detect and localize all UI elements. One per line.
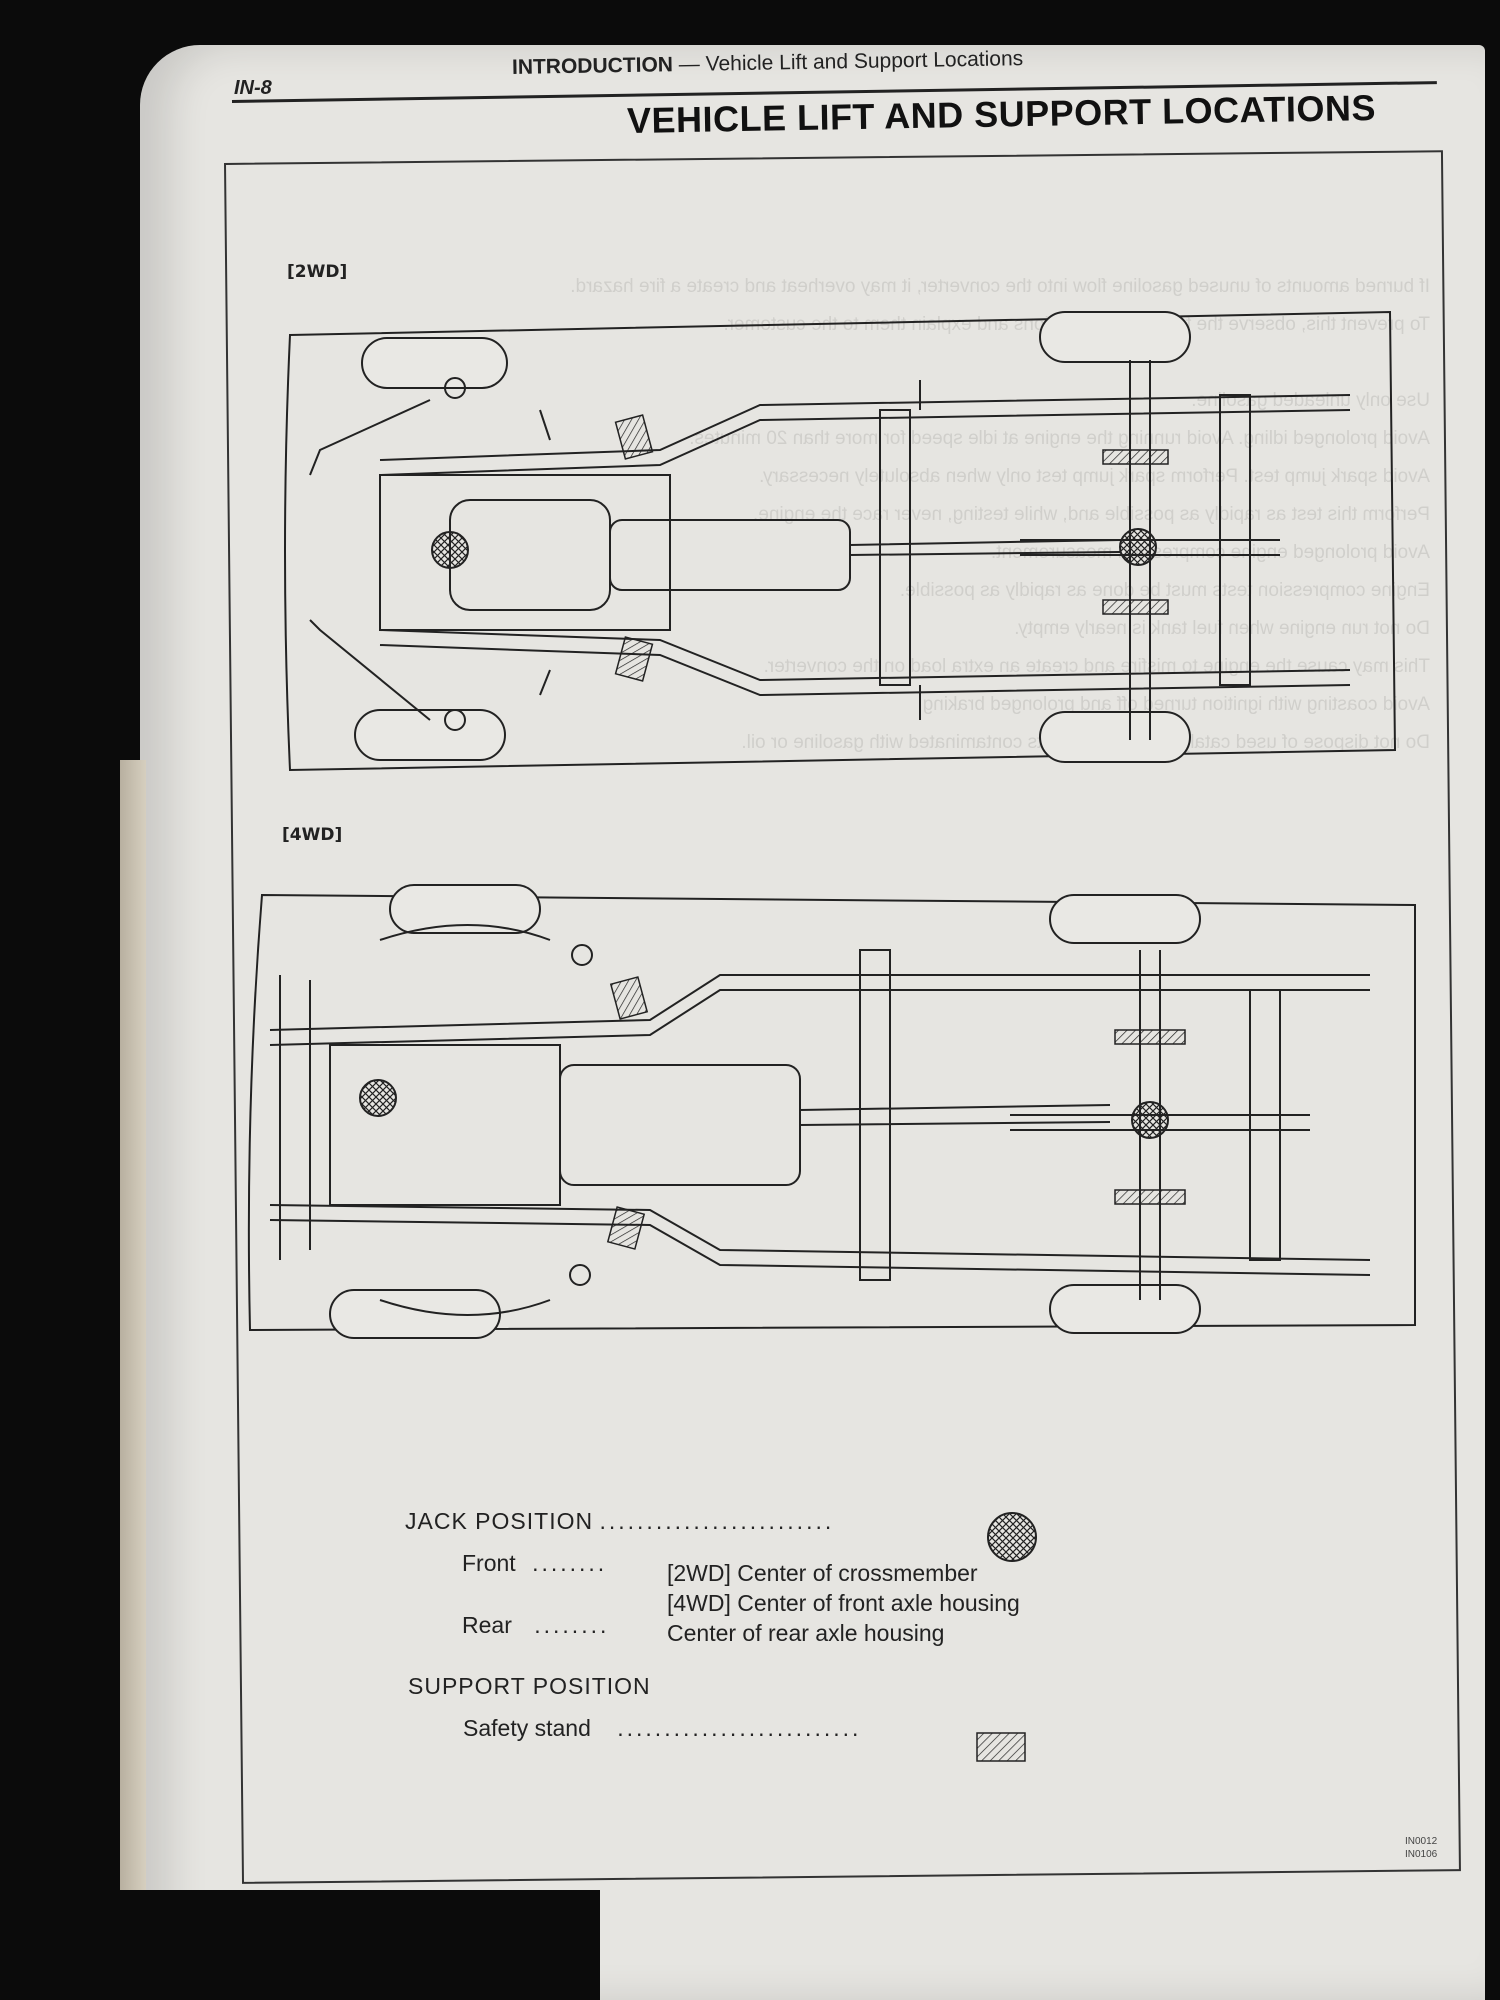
jack-leader-dots: ......................... bbox=[599, 1508, 835, 1534]
diagram-label-2wd: [2WD] bbox=[287, 262, 348, 282]
doc-code: IN0106 bbox=[1405, 1849, 1438, 1860]
jack-point-front-4wd bbox=[360, 1080, 396, 1116]
doc-code: IN0012 bbox=[1405, 1836, 1438, 1847]
support-stand-front-left-4wd bbox=[611, 977, 647, 1019]
support-heading-text: SUPPORT POSITION bbox=[408, 1673, 651, 1699]
subsection-name: Vehicle Lift and Support Locations bbox=[705, 47, 1024, 76]
support-stand-front-right-4wd bbox=[608, 1207, 644, 1249]
safety-stand-symbol-icon bbox=[976, 1732, 1026, 1762]
support-stand-front-right-2wd bbox=[616, 637, 653, 681]
support-stand-rear-left-2wd bbox=[1103, 450, 1168, 464]
support-stand-rear-right-2wd bbox=[1103, 600, 1168, 614]
section-name: INTRODUCTION bbox=[511, 53, 674, 79]
legend-front-row bbox=[462, 1550, 607, 1577]
legend-rear-row bbox=[462, 1612, 609, 1639]
jack-point-rear-4wd bbox=[1132, 1102, 1168, 1138]
support-stand-rear-right-4wd bbox=[1115, 1190, 1185, 1204]
diagram-label-4wd: [4WD] bbox=[282, 825, 343, 845]
page-title: VEHICLE LIFT AND SUPPORT LOCATIONS bbox=[626, 86, 1377, 141]
chassis-diagram-4wd bbox=[250, 880, 1420, 1350]
header-separator: — bbox=[672, 52, 706, 77]
front-4wd-value: [4WD] Center of front axle housing bbox=[667, 1590, 1020, 1616]
rear-value: Center of rear axle housing bbox=[667, 1620, 945, 1646]
jack-symbol-icon bbox=[985, 1510, 1039, 1564]
legend-jack-heading-row bbox=[405, 1508, 834, 1535]
rear-label: Rear bbox=[462, 1612, 512, 1638]
document-codes bbox=[1405, 1835, 1437, 1861]
front-leader-dots: ........ bbox=[532, 1550, 608, 1576]
jack-point-rear-2wd bbox=[1120, 529, 1156, 565]
jack-point-front-2wd bbox=[432, 532, 468, 568]
rear-leader-dots: ........ bbox=[534, 1612, 610, 1638]
safety-stand-label: Safety stand bbox=[463, 1715, 591, 1741]
front-label: Front bbox=[462, 1550, 516, 1576]
page-edge bbox=[120, 760, 146, 2000]
jack-position-heading: JACK POSITION bbox=[405, 1508, 594, 1534]
support-position-heading bbox=[408, 1673, 651, 1700]
front-2wd-value: [2WD] Center of crossmember bbox=[667, 1560, 978, 1586]
page-number: IN-8 bbox=[234, 77, 272, 99]
background-shadow bbox=[0, 1890, 600, 2000]
legend-support-row bbox=[463, 1715, 861, 1742]
support-stand-rear-left-4wd bbox=[1115, 1030, 1185, 1044]
chassis-diagram-2wd bbox=[280, 300, 1400, 780]
support-leader-dots: .......................... bbox=[617, 1715, 862, 1741]
